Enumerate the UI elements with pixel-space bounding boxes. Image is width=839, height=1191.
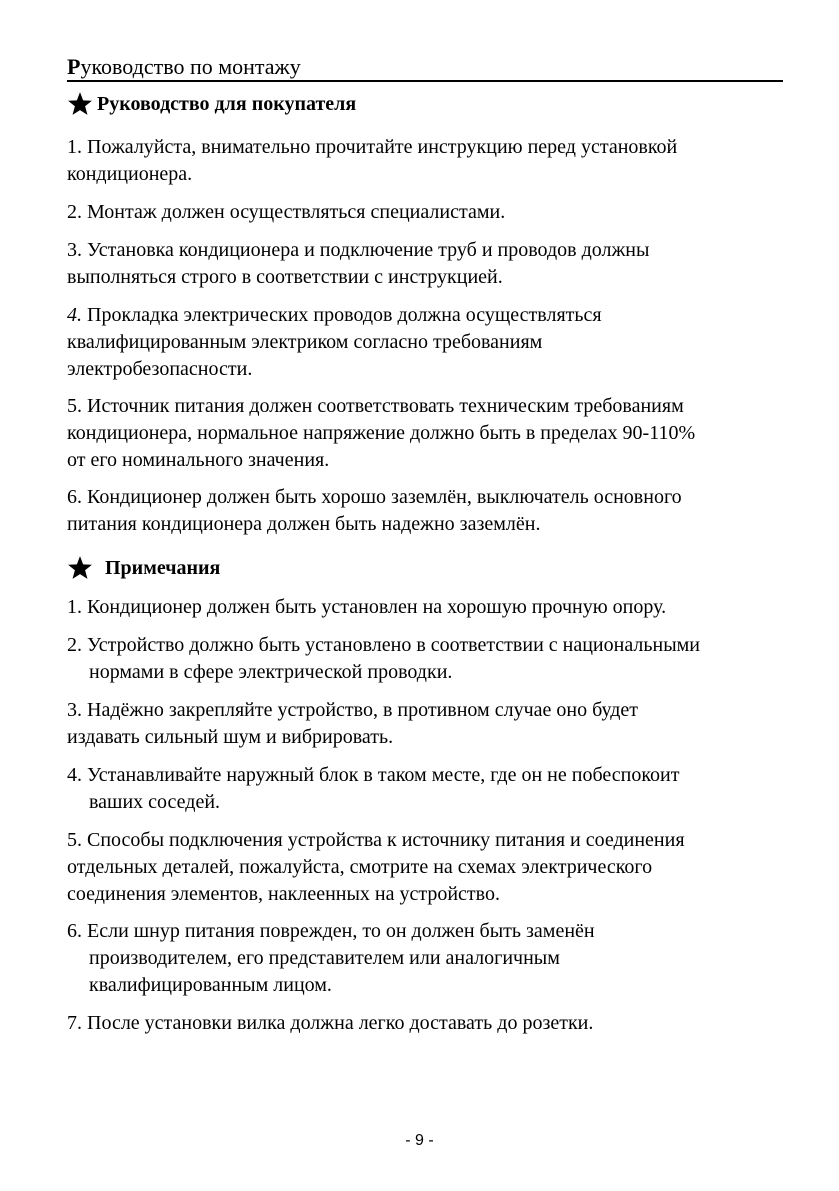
item-number: 4. [67, 304, 82, 326]
item-number: 6. [67, 920, 82, 942]
item-number: 2. [67, 201, 82, 223]
item-text: Пожалуйста, внимательно прочитайте инструкцию перед установкой [87, 136, 678, 158]
buyer-section-heading [67, 91, 356, 117]
page-number: - 9 - [405, 1132, 434, 1149]
item-text: выполняться строго в соответствии с инструкцией. [67, 266, 503, 288]
item-number: 3. [67, 699, 82, 721]
header-title: уководство по монтажу [80, 54, 301, 79]
item-text: питания кондиционера должен быть надежно заземлён. [67, 513, 541, 535]
item-number: 2. [67, 634, 82, 656]
item-text: кондиционера. [67, 163, 193, 185]
item-text: После установки вилка должна легко доставать до розетки. [87, 1012, 594, 1034]
item-number: 5. [67, 829, 82, 851]
item-text: ваших соседей. [89, 791, 221, 813]
item-text: нормами в сфере электрической проводки. [89, 661, 453, 683]
item-text: Прокладка электрических проводов должна осуществляться [87, 304, 602, 326]
item-text: издавать сильный шум и вибрировать. [67, 726, 394, 748]
item-text: Источник питания должен соответствовать техническим требованиям [87, 395, 684, 417]
item-number: 4. [67, 764, 82, 786]
header-first-letter: Р [67, 54, 81, 79]
item-text: Установка кондиционера и подключение труб и проводов должны [87, 239, 650, 261]
item-text: электробезопасности. [67, 358, 253, 380]
item-number: 1. [67, 596, 82, 618]
page-header [67, 54, 783, 82]
item-number: 7. [67, 1012, 82, 1034]
notes-section-heading [67, 555, 220, 581]
item-text: Надёжно закрепляйте устройство, в противном случае оно будет [87, 699, 639, 721]
notes-item-1 [67, 594, 787, 621]
item-text: квалифицированным лицом. [89, 974, 332, 996]
item-text: Устройство должно быть установлено в соответствии с национальными [87, 634, 700, 656]
item-text: соединения элементов, наклеенных на устройство. [67, 883, 500, 905]
buyer-item-3 [67, 237, 787, 291]
item-text: Устанавливайте наружный блок в таком месте, где он не побеспокоит [87, 764, 680, 786]
item-text: квалифицированным электриком согласно требованиям [67, 331, 543, 353]
item-text: Если шнур питания поврежден, то он должен быть заменён [87, 920, 595, 942]
notes-item-2 [67, 632, 787, 686]
item-number: 3. [67, 239, 82, 261]
notes-item-4 [67, 762, 787, 816]
star-icon [67, 555, 95, 581]
notes-item-3 [67, 697, 787, 751]
buyer-item-6 [67, 484, 787, 538]
buyer-item-5 [67, 393, 787, 474]
notes-section-title: Примечания [105, 557, 221, 579]
star-icon [67, 91, 95, 117]
buyer-item-1 [67, 134, 787, 188]
item-text: отдельных деталей, пожалуйста, смотрите на схемах электрического [67, 856, 653, 878]
item-text: Способы подключения устройства к источнику питания и соединения [87, 829, 685, 851]
item-text: кондиционера, нормальное напряжение должно быть в пределах 90-110% [67, 422, 696, 444]
notes-item-7 [67, 1010, 787, 1037]
item-number: 1. [67, 136, 82, 158]
notes-item-5 [67, 827, 787, 908]
notes-item-6 [67, 918, 787, 999]
item-text: Кондиционер должен быть установлен на хорошую прочную опору. [87, 596, 667, 618]
item-text: от его номинального значения. [67, 449, 330, 471]
item-text: Кондиционер должен быть хорошо заземлён, выключатель основного [87, 486, 682, 508]
buyer-item-4 [67, 302, 787, 383]
item-text: производителем, его представителем или аналогичным [89, 947, 560, 969]
buyer-item-2 [67, 199, 787, 226]
item-number: 6. [67, 486, 82, 508]
item-text: Монтаж должен осуществляться специалистами. [87, 201, 506, 223]
buyer-section-title: Руководство для покупателя [97, 93, 357, 115]
item-number: 5. [67, 395, 82, 417]
